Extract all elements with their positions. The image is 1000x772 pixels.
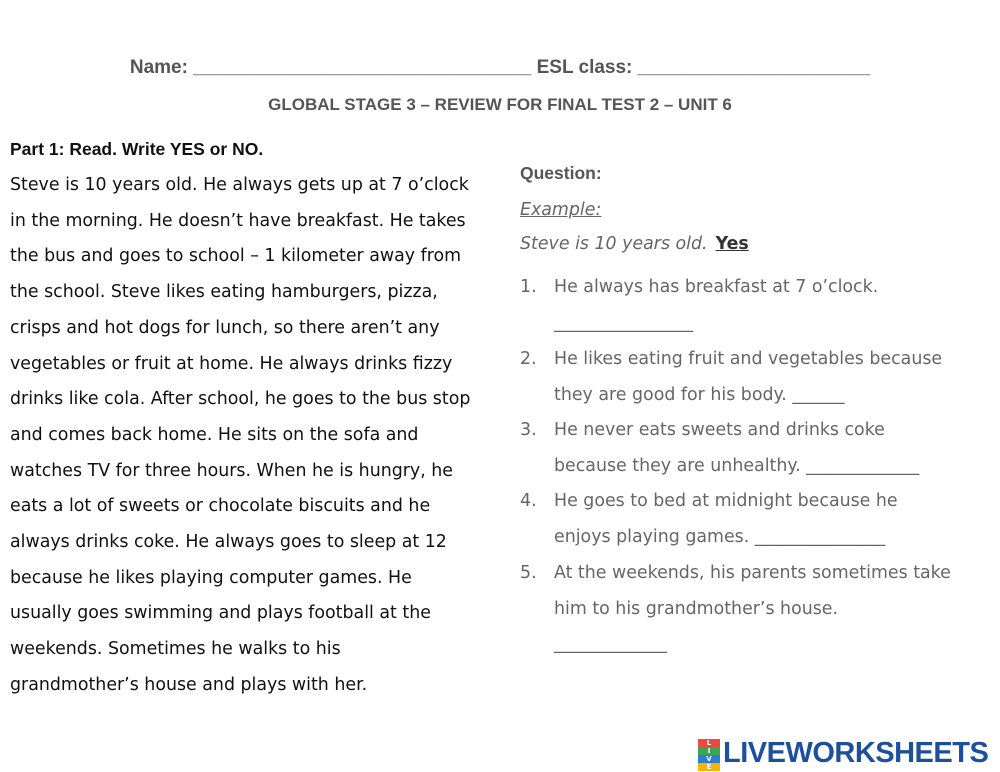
question-line: At the weekends, his parents sometimes take xyxy=(554,563,951,583)
example-label: Example: xyxy=(520,200,602,220)
logo-badge-icon xyxy=(698,739,720,771)
passage-line: Steve is 10 years old. He always gets up at 7 o’clock xyxy=(10,175,469,195)
passage-line: weekends. Sometimes he walks to his xyxy=(10,639,341,660)
passage-line: always drinks coke. He always goes to sleep at 12 xyxy=(10,532,447,553)
part1-heading: Part 1: Read. Write YES or NO. xyxy=(10,139,264,159)
question-text xyxy=(554,270,999,341)
passage-line: the school. Steve likes eating hamburgers, pizza, xyxy=(10,282,438,303)
question-line: He never eats sweets and drinks coke xyxy=(554,420,885,440)
passage-line: grandmother’s house and plays with her. xyxy=(10,674,368,695)
question-number: 2. xyxy=(520,349,537,369)
question-text xyxy=(554,413,999,484)
logo-badge-letter: L xyxy=(698,739,720,747)
liveworksheets-logo xyxy=(698,737,988,769)
passage-line: because he likes playing computer games. He xyxy=(10,567,412,588)
question-text xyxy=(554,342,999,413)
question-line: enjoys playing games. _______________ xyxy=(554,526,886,547)
question-line: him to his grandmother’s house. xyxy=(554,598,839,619)
question-number: 5. xyxy=(520,563,537,583)
question-number: 3. xyxy=(520,420,537,440)
passage-line: and comes back home. He sits on the sofa and xyxy=(10,424,419,445)
question-text xyxy=(554,484,999,555)
passage-line: crisps and hot dogs for lunch, so there aren’t any xyxy=(10,317,440,338)
name-class-line: Name: ________________________________ ESL class: ______________________ xyxy=(129,57,871,78)
passage-line: watches TV for three hours. When he is hungry, he xyxy=(10,460,454,481)
passage-line: drinks like cola. After school, he goes to the bus stop xyxy=(10,389,471,410)
passage-line: vegetables or fruit at home. He always drinks fizzy xyxy=(10,353,453,374)
passage-line: the bus and goes to school – 1 kilometer away from xyxy=(10,246,462,267)
passage-line: eats a lot of sweets or chocolate biscuits and he xyxy=(10,496,431,517)
reading-passage xyxy=(10,168,510,704)
question-line: _____________ xyxy=(554,634,668,655)
page-title: GLOBAL STAGE 3 – REVIEW FOR FINAL TEST 2 – UNIT 6 xyxy=(268,95,732,114)
question-line: He likes eating fruit and vegetables because xyxy=(554,349,943,369)
logo-badge-letter: I xyxy=(698,747,720,755)
question-number: 1. xyxy=(520,277,537,297)
question-line: He always has breakfast at 7 o’clock. xyxy=(554,277,879,297)
example-text: Steve is 10 years old. xyxy=(520,234,708,254)
passage-line: in the morning. He doesn’t have breakfast. He takes xyxy=(10,210,466,231)
logo-badge-letter: V xyxy=(698,755,720,763)
question-text xyxy=(554,556,999,663)
question-line: He goes to bed at midnight because he xyxy=(554,491,898,511)
question-line: they are good for his body. ______ xyxy=(554,384,845,405)
example-answer: Yes xyxy=(715,234,749,254)
passage-line: usually goes swimming and plays football at the xyxy=(10,603,431,624)
logo-text: LIVEWORKSHEETS xyxy=(723,736,989,769)
question-line: because they are unhealthy. _____________ xyxy=(554,455,920,476)
logo-badge-letter: E xyxy=(698,763,720,771)
question-label: Question: xyxy=(520,163,602,183)
example-line xyxy=(520,234,749,254)
question-line: ________________ xyxy=(554,312,694,333)
question-number: 4. xyxy=(520,491,537,511)
